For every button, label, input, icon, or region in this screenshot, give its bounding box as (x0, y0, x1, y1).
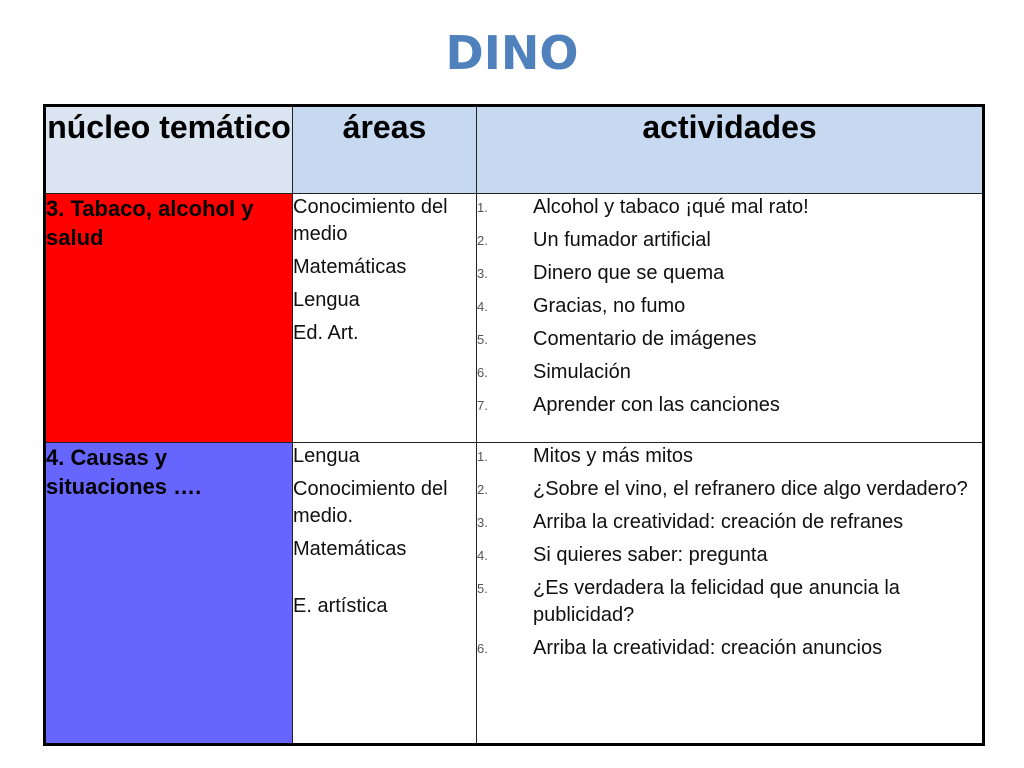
list-number: 5. (477, 331, 488, 347)
list-item (477, 392, 982, 419)
list-number: 3. (477, 265, 488, 281)
topic-cell: 4. Causas y situaciones …. (45, 443, 293, 745)
area-item: E. artística (293, 595, 388, 618)
header-areas: áreas (293, 106, 477, 194)
list-number: 1. (477, 449, 488, 465)
list-number: 4. (477, 548, 488, 564)
list-item (477, 293, 982, 320)
list-number: 6. (477, 364, 488, 380)
activities-cell (477, 193, 984, 443)
area-item: Matemáticas (293, 255, 407, 278)
table-header-row (45, 106, 984, 194)
list-number: 7. (477, 397, 488, 413)
activities-cell (477, 443, 984, 745)
activity-text: ¿Sobre el vino, el refranero dice algo verdadero? (533, 478, 968, 501)
topic-cell: 3. Tabaco, alcohol y salud (45, 193, 293, 443)
activity-text: Alcohol y tabaco ¡qué mal rato! (533, 195, 809, 218)
list-item (477, 359, 982, 386)
activity-text: Aprender con las canciones (533, 393, 780, 416)
list-item (477, 635, 982, 662)
list-item (477, 326, 982, 353)
area-item: Conocimiento del medio (293, 195, 448, 245)
list-number: 1. (477, 199, 488, 215)
list-item (477, 476, 982, 503)
area-item: Ed. Art. (293, 321, 359, 344)
table-row (45, 443, 984, 745)
slide-title: DINO (445, 26, 579, 80)
header-actividades: actividades (477, 106, 984, 194)
activity-text: Gracias, no fumo (533, 294, 686, 317)
list-item (477, 575, 982, 629)
list-number: 2. (477, 232, 488, 248)
areas-cell (293, 193, 477, 443)
list-item (477, 194, 982, 221)
list-number: 4. (477, 298, 488, 314)
activity-text: Dinero que se quema (533, 261, 725, 284)
area-item: Lengua (293, 288, 360, 311)
activity-text: Simulación (533, 360, 631, 383)
activity-text: Arriba la creatividad: creación anuncios (533, 637, 883, 660)
list-item (477, 443, 982, 470)
list-number: 6. (477, 641, 488, 657)
activity-text: Si quieres saber: pregunta (533, 544, 768, 567)
list-item (477, 227, 982, 254)
activity-text: Arriba la creatividad: creación de refranes (533, 511, 904, 534)
topics-table (43, 104, 985, 746)
areas-cell (293, 443, 477, 745)
activities-list (477, 443, 982, 662)
list-number: 5. (477, 581, 488, 597)
area-item: Matemáticas (293, 538, 407, 561)
header-nucleo-tematico: núcleo temático (45, 106, 293, 194)
table-row (45, 193, 984, 443)
activity-text: Un fumador artificial (533, 228, 711, 251)
list-number: 2. (477, 482, 488, 498)
area-item: Conocimiento del medio. (293, 478, 448, 528)
activity-text: Mitos y más mitos (533, 445, 694, 468)
list-item (477, 542, 982, 569)
list-item (477, 509, 982, 536)
area-item: Lengua (293, 445, 360, 468)
activity-text: ¿Es verdadera la felicidad que anuncia la publicidad? (533, 577, 900, 627)
activity-text: Comentario de imágenes (533, 327, 757, 350)
activities-list (477, 194, 982, 419)
list-number: 3. (477, 515, 488, 531)
list-item (477, 260, 982, 287)
